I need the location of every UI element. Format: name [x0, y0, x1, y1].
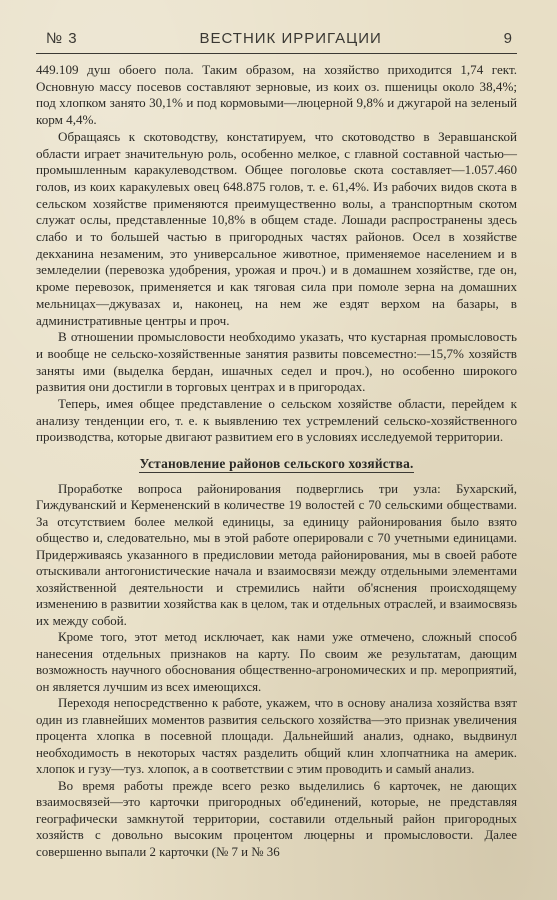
paragraph: Обращаясь к скотоводству, констатируем, что скотоводство в Зеравшанской области играет значительную роль, особенно мелкое, с главной составной частью—промышленным каракулеводством. Общее поголовье скота составляет—1.057.460 голов, из коих каракулевых овец 648.875 голов, т. е. 61,4%. Из рабочих видов скота в сельском хозяйстве применяются преимущественно волы, а транспортным скотом служат ослы, представленные 10,8% в общем стаде. Лошади распространены здесь слабо и то большей частью в пригородных частях районов. Осел в хозяйстве декханина незаменим, это универсальное животное, применяемое населением и в земледелии (перевозка удобрения, урожая и проч.) и в домашнем хозяйстве, где он, кроме перевозок, применяется и как тяговая сила при помоле зерна на домашних мельницах—джувазах и, наконец, на нем же ездят верхом на базары, в административные центры и проч. — [36, 128, 517, 328]
paragraph: В отношении промысловости необходимо указать, что кустарная промысловость и вообще не сельско-хозяйственные занятия развиты повсеместно:—15,7% хозяйств заняты ими (выделка бердан, ишачных седел и проч.), но особенно широкого развития они достигли в торговых центрах и в пригородах. — [36, 329, 517, 395]
paragraph: Теперь, имея общее представление о сельском хозяйстве области, перейдем к анализу тенденции его, т. е. к выявлению тех устремлений сельско-хозяйственного производства, которые двигают развитием его в условиях исследуемой территории. — [36, 396, 517, 445]
paragraph: Переходя непосредственно к работе, укажем, что в основу анализа хозяйства взят один из главнейших моментов развития сельского хозяйства—это признак увеличения процента хлопка в посевной площади. Дальнейший анализ, однако, выдвинул необходимость в некоторых частях разделить общий клин хлопчатника на америк. хлопок и гузу—туз. хлопок, а в соответствии с этим проводить и самый анализ. — [36, 696, 517, 777]
paragraph: Во время работы прежде всего резко выделились 6 карточек, не дающих взаимосвязей—это карточки пригородных об'единений, которые, не представляя географически замкнутой территории, составили отдельный район пригородных хозяйств с довольно высоким процентом люцерны и промысловости. Далее совершенно выпали 2 карточки (№ 7 и № 36 — [36, 778, 517, 859]
section-title: Установление районов сельского хозяйства. — [139, 456, 414, 472]
header-rule — [36, 53, 517, 54]
journal-title: ВЕСТНИК ИРРИГАЦИИ — [199, 30, 382, 47]
section-heading — [36, 456, 517, 473]
paragraph: Кроме того, этот метод исключает, как нами уже отмечено, сложный способ нанесения отдельных признаков на карту. По своим же результатам, дающим возможность научного обоснования общественно-агрономических и пр. мероприятий, он является лучшим из всех имеющихся. — [36, 630, 517, 694]
paragraph: 449.109 душ обоего пола. Таким образом, на хозяйство приходится 1,74 гект. Основную массу посевов составляют зерновые, из коих оз. пшеницы около 38,4%; под хлопком занято 30,1% и под кормовыми—люцерной 9,8% и джугарой на зеленый корм 4,4%. — [36, 62, 517, 128]
issue-number: № 3 — [46, 30, 78, 47]
article-body — [36, 62, 517, 860]
page-header — [36, 30, 517, 47]
page-number: 9 — [503, 30, 513, 47]
section-body — [36, 481, 517, 861]
paragraph: Проработке вопроса районирования подверглись три узла: Бухарский, Гиждуванский и Кермененский в количестве 19 волостей с 70 сельскими обществами. За отсутствием более мелкой единицы, за единицу районирования было взято общество и, следовательно, мы в этой работе оперировали с 70 учетными единицами. Придерживаясь указанного в предисловии метода районирования, мы в своей работе отыскивали антогонистические начала и взаимосвязи между отдельными элементами хозяйственной деятельности и стремились найти об'яснения происходящему изменению в развитии хозяйства как в целом, так и отдельных отраслей, и взаимосвязь их между собой. — [36, 481, 517, 628]
